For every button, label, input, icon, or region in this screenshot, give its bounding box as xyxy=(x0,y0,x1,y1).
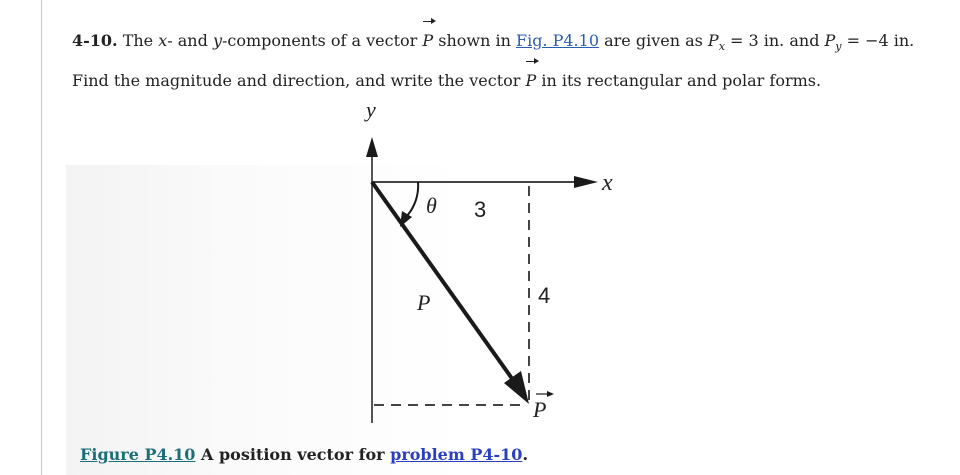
text: shown in xyxy=(433,31,516,50)
figure-caption-link[interactable]: Figure P4.10 xyxy=(80,445,196,464)
x-axis-arrow-icon xyxy=(574,176,598,188)
y-axis-label: y xyxy=(366,97,376,122)
caption-text: A position vector for xyxy=(195,445,391,464)
py-value: = −4 in. xyxy=(841,31,915,50)
py-symbol: P xyxy=(824,31,836,50)
figure-caption xyxy=(80,445,528,464)
tip-vector-arrow-icon xyxy=(547,391,554,397)
y-variable: y xyxy=(212,31,222,50)
y-component-label: 4 xyxy=(538,283,551,308)
problem-link[interactable]: problem P4-10 xyxy=(390,445,523,464)
px-symbol: P xyxy=(707,31,719,50)
vector-p-symbol: P xyxy=(525,64,536,98)
px-subscript: x xyxy=(718,40,725,54)
x-axis-label: x xyxy=(602,170,613,196)
vector-magnitude-label: P xyxy=(417,290,431,315)
tip-vector-label: P xyxy=(533,397,547,422)
angle-label: θ xyxy=(426,193,437,218)
figure-link[interactable]: Fig. P4.10 xyxy=(515,31,599,50)
px-value: = 3 in. and xyxy=(724,31,825,50)
text: are given as xyxy=(599,31,708,50)
y-axis-arrow-icon xyxy=(366,137,378,157)
text: in its rectangular and polar forms. xyxy=(536,71,822,91)
caption-period: . xyxy=(522,445,529,464)
x-axis xyxy=(372,176,598,188)
problem-number: 4-10. xyxy=(72,31,118,50)
problem-line-2 xyxy=(72,64,932,98)
x-component-label: 3 xyxy=(474,197,487,222)
text: Find the magnitude and direction, and write the vector xyxy=(72,71,526,91)
vector-p-line xyxy=(372,182,518,387)
problem-line-1 xyxy=(72,24,932,64)
angle-arc xyxy=(406,182,418,217)
x-variable: x xyxy=(158,31,168,50)
y-axis xyxy=(366,137,378,423)
text: The xyxy=(117,31,159,50)
problem-statement xyxy=(72,24,932,98)
text: - and xyxy=(167,31,213,50)
py-subscript: y xyxy=(835,40,842,54)
vector-p-symbol: P xyxy=(422,24,433,58)
vector-figure xyxy=(340,95,640,435)
text: -components of a vector xyxy=(221,31,423,50)
page-left-border xyxy=(41,0,42,475)
